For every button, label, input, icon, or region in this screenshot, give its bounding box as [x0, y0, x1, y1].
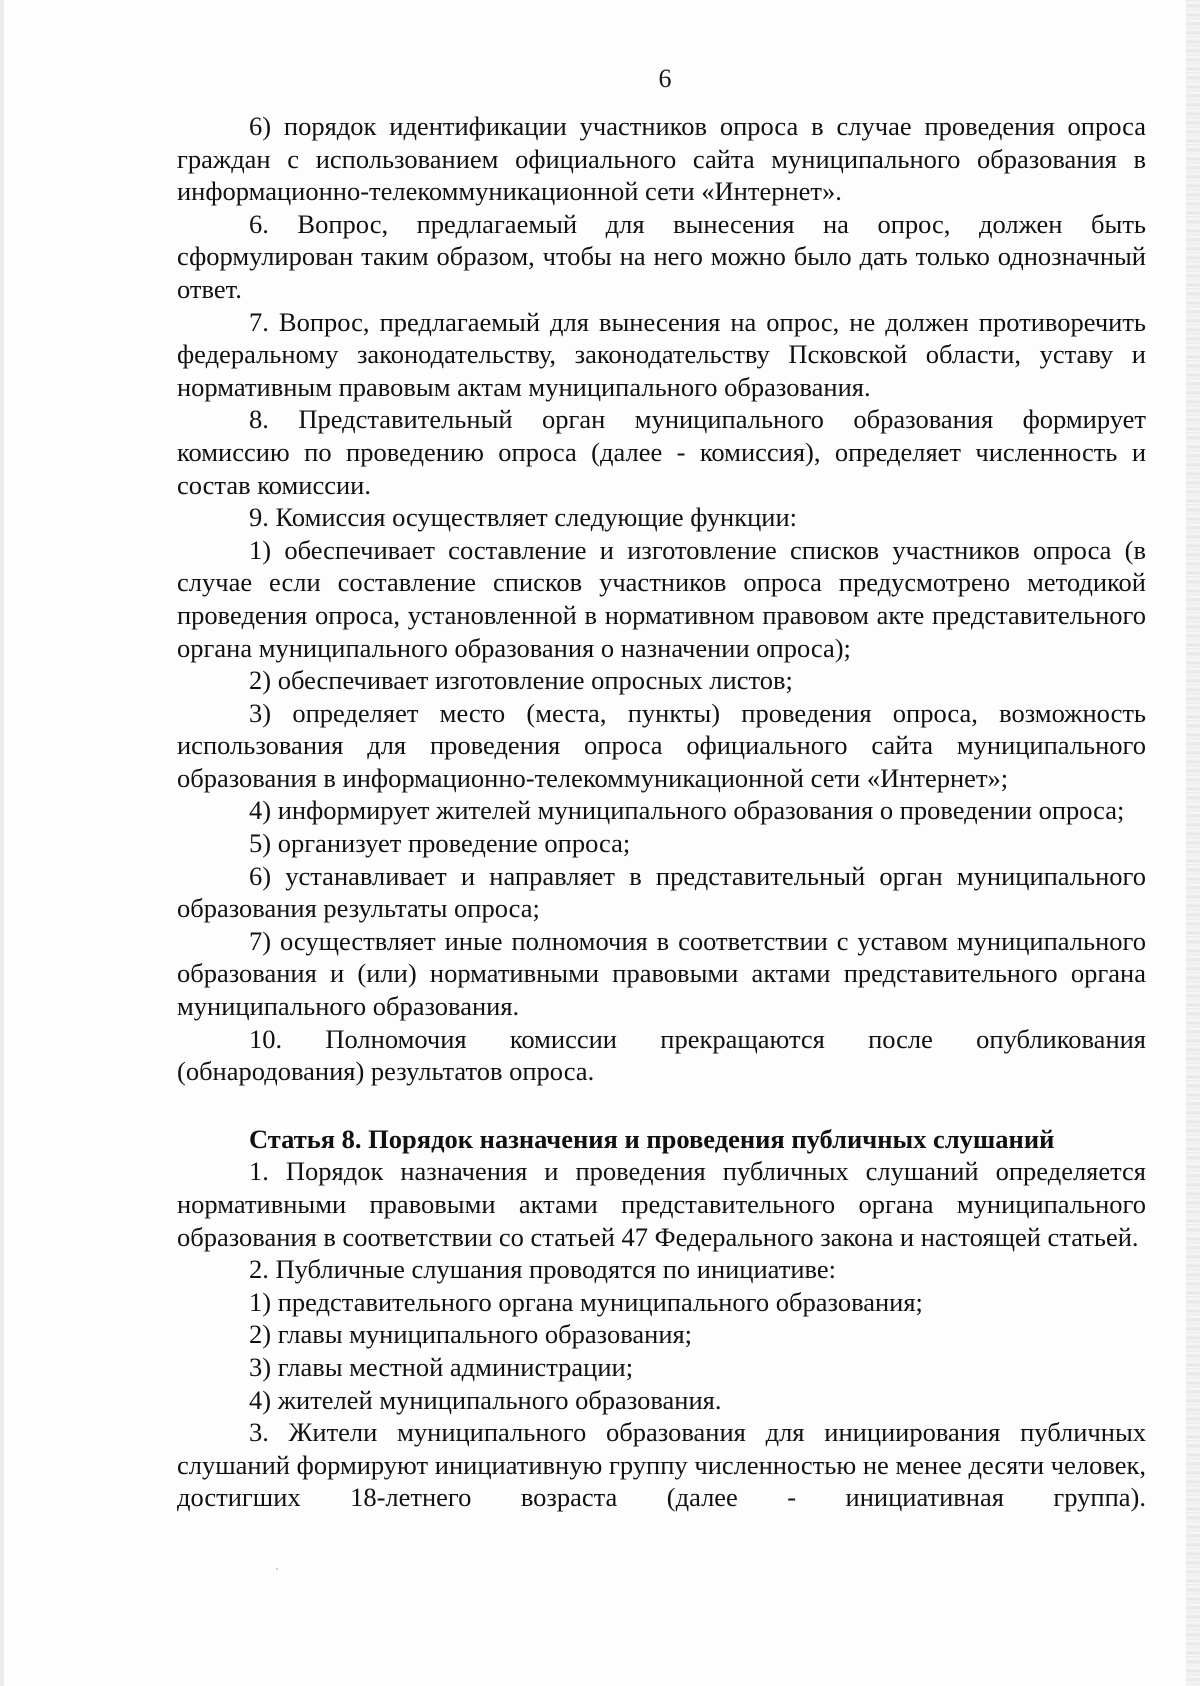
- paragraph: 4) информирует жителей муниципального образования о проведении опроса;: [249, 795, 1125, 826]
- paragraph: 6) устанавливает и направляет в представительный орган муниципального образования результаты опроса;: [177, 860, 1146, 924]
- paragraph: 8. Представительный орган муниципального образования формирует комиссию по проведению опроса (далее - комиссия), определяет численность и состав комиссии.: [177, 404, 1146, 500]
- paragraph: 6) порядок идентификации участников опроса в случае проведения опроса граждан с использованием официального сайта муниципального образования в информационно-телекоммуникационной сети «Интернет».: [177, 111, 1146, 207]
- paragraph: 7. Вопрос, предлагаемый для вынесения на опрос, не должен противоречить федеральному законодательству, законодательству Псковской области, уставу и нормативным правовым актам муниципального образования.: [177, 306, 1146, 402]
- paragraph: 4) жителей муниципального образования.: [249, 1384, 722, 1415]
- paragraph: 2) главы муниципального образования;: [249, 1319, 693, 1350]
- scan-speck: [276, 1568, 278, 1570]
- paragraph: 2) обеспечивает изготовление опросных листов;: [249, 665, 793, 696]
- paragraph: 3. Жители муниципального образования для инициирования публичных слушаний формируют инициативную группу численностью не менее десяти человек, достигших 18-летнего возраста (далее - инициативная группа).: [177, 1417, 1146, 1513]
- page-number: 6: [658, 64, 672, 93]
- paragraph: 1. Порядок назначения и проведения публичных слушаний определяется нормативными правовыми актами представительного органа муниципального образования в соответствии со статьей 47 Федерального закона и настоящей статьей.: [177, 1156, 1146, 1252]
- scan-edge-left: [0, 0, 4, 1686]
- paragraph: 9. Комиссия осуществляет следующие функции:: [249, 502, 797, 533]
- scan-edge-right: [1186, 0, 1200, 1686]
- paragraph: 7) осуществляет иные полномочия в соответствии с уставом муниципального образования и (или) нормативными правовыми актами представительного органа муниципального образования.: [177, 925, 1146, 1022]
- document-body: [177, 110, 1146, 1514]
- paragraph: 1) представительного органа муниципального образования;: [249, 1286, 923, 1317]
- paragraph: 2. Публичные слушания проводятся по инициативе:: [249, 1254, 836, 1285]
- paragraph: 5) организует проведение опроса;: [249, 828, 631, 859]
- paragraph: 6. Вопрос, предлагаемый для вынесения на опрос, должен быть сформулирован таким образом, чтобы на него можно было дать только однозначный ответ.: [177, 208, 1146, 304]
- article-heading: Статья 8. Порядок назначения и проведения публичных слушаний: [249, 1123, 1055, 1154]
- paragraph: 10. Полномочия комиссии прекращаются после опубликования (обнародования) результатов опроса.: [177, 1023, 1146, 1087]
- paragraph: 1) обеспечивает составление и изготовление списков участников опроса (в случае если составление списков участников опроса предусмотрено методикой проведения опроса, установленной в нормативном правовом акте представительного органа муниципального образования о назначении опроса);: [177, 534, 1146, 663]
- paragraph: 3) главы местной администрации;: [249, 1351, 634, 1382]
- paragraph: 3) определяет место (места, пункты) проведения опроса, возможность использования для проведения опроса официального сайта муниципального образования в информационно-телекоммуникационной сети «Интернет»;: [177, 697, 1146, 793]
